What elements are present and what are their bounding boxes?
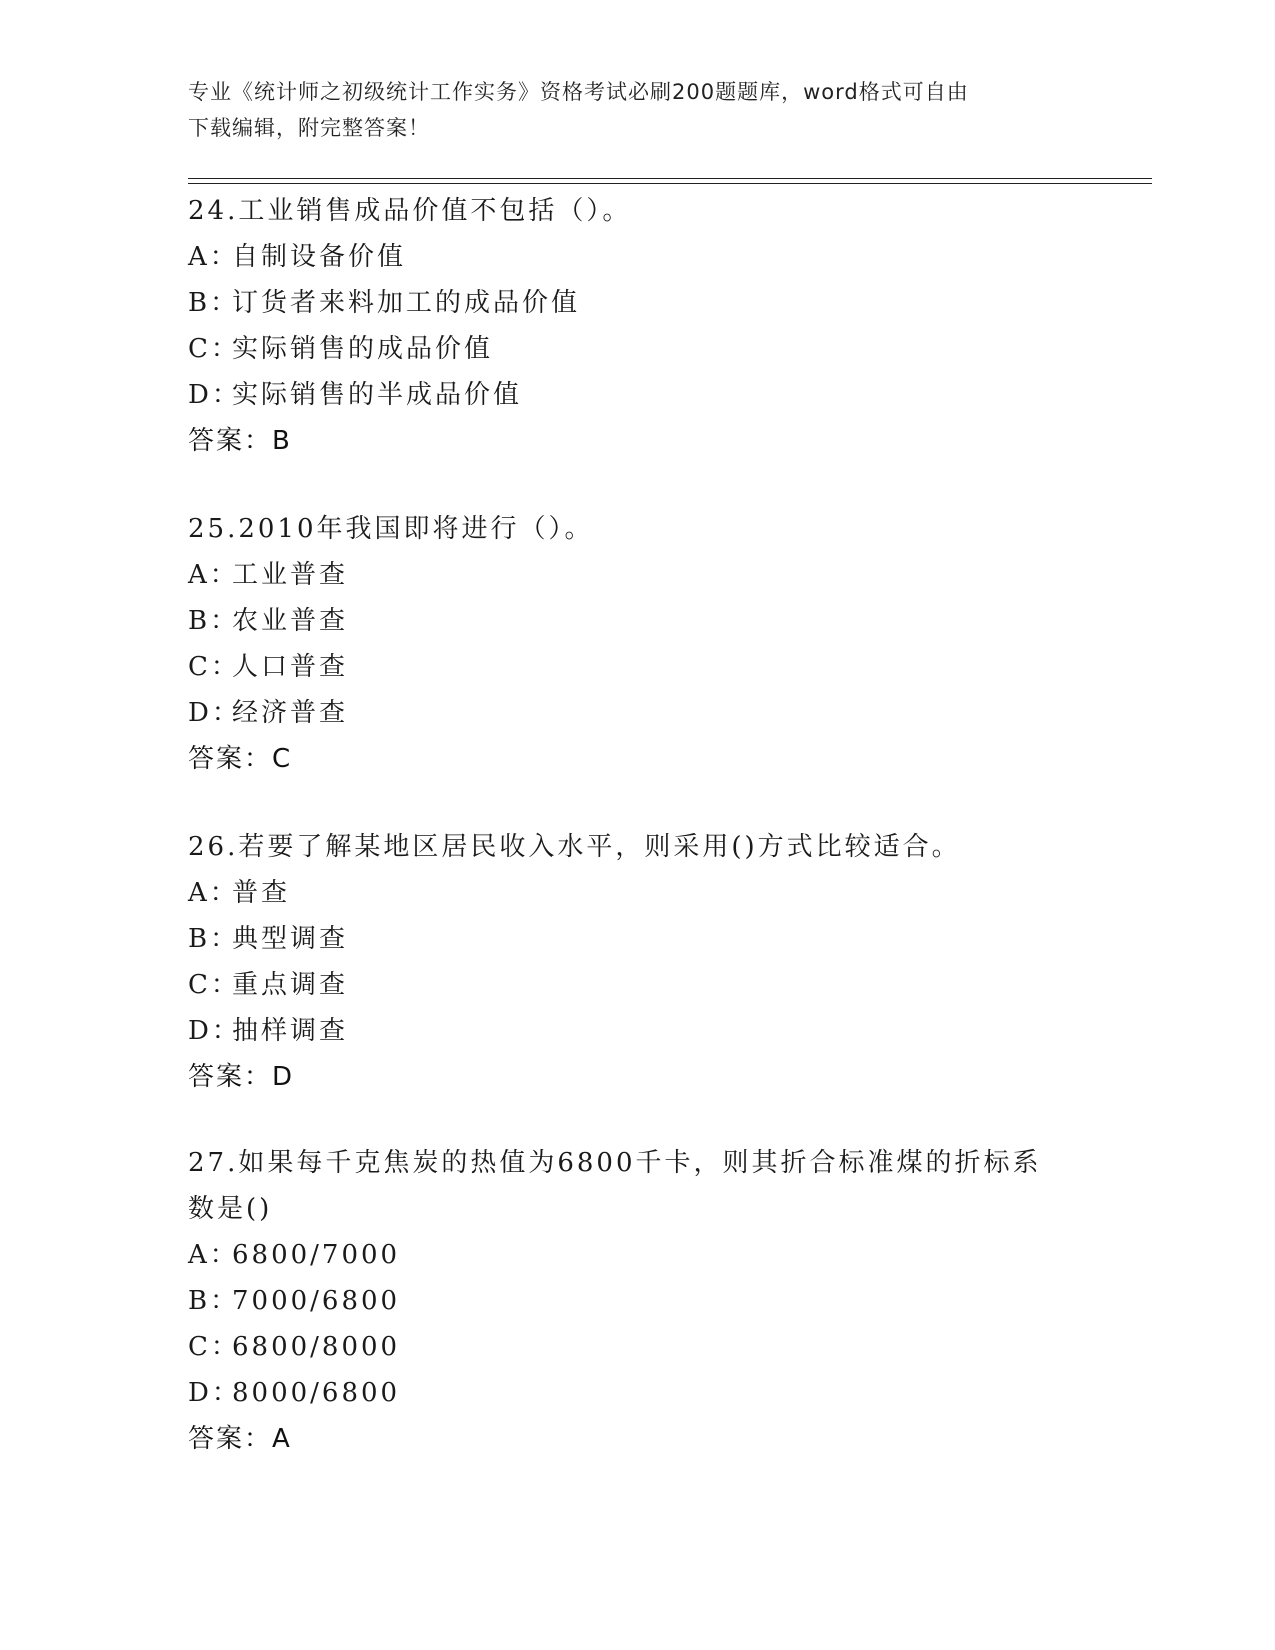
option-text: 实际销售的半成品价值 <box>232 380 523 410</box>
option-text: 经济普查 <box>232 698 349 728</box>
option-a <box>188 870 1088 916</box>
option-key: A： <box>188 878 239 908</box>
option-key: D： <box>188 1378 241 1408</box>
option-text: 普查 <box>232 878 291 908</box>
question-stem: 24.工业销售成品价值不包括（）。 <box>188 196 632 226</box>
option-text: 农业普查 <box>232 606 349 636</box>
option-d <box>188 1370 1068 1416</box>
header-divider-top <box>188 178 1152 179</box>
option-d <box>188 372 1088 418</box>
answer-line: 答案：D <box>188 1062 295 1092</box>
option-a <box>188 234 1088 280</box>
option-text: 8000/6800 <box>232 1378 401 1408</box>
header-line-1: 专业《统计师之初级统计工作实务》资格考试必刷200题题库，word格式可自由 <box>188 80 969 104</box>
option-text: 订货者来料加工的成品价值 <box>232 288 581 318</box>
option-key: D： <box>188 698 241 728</box>
option-b <box>188 916 1088 962</box>
option-key: C： <box>188 652 240 682</box>
header-line-2: 下载编辑，附完整答案！ <box>188 116 430 140</box>
option-key: B： <box>188 924 240 954</box>
option-text: 自制设备价值 <box>232 242 407 272</box>
option-c <box>188 644 1088 690</box>
answer-line: 答案：C <box>188 744 293 774</box>
option-key: B： <box>188 1286 240 1316</box>
option-b <box>188 1278 1068 1324</box>
option-text: 典型调查 <box>232 924 349 954</box>
question-27 <box>188 1140 1068 1462</box>
question-stem: 27.如果每千克焦炭的热值为6800千卡，则其折合标准煤的折标系数是() <box>188 1148 1042 1224</box>
option-text: 工业普查 <box>232 560 349 590</box>
option-text: 抽样调查 <box>232 1016 349 1046</box>
option-c <box>188 326 1088 372</box>
question-stem: 26.若要了解某地区居民收入水平，则采用()方式比较适合。 <box>188 832 961 862</box>
option-text: 6800/7000 <box>232 1240 401 1270</box>
question-24 <box>188 188 1088 464</box>
option-a <box>188 552 1088 598</box>
document-header <box>188 74 1078 146</box>
option-key: D： <box>188 380 241 410</box>
option-c <box>188 1324 1068 1370</box>
option-key: A： <box>188 1240 239 1270</box>
option-c <box>188 962 1088 1008</box>
option-d <box>188 690 1088 736</box>
option-b <box>188 280 1088 326</box>
option-key: C： <box>188 970 240 1000</box>
option-key: A： <box>188 560 239 590</box>
option-d <box>188 1008 1088 1054</box>
option-key: A： <box>188 242 239 272</box>
question-26 <box>188 824 1088 1100</box>
option-key: B： <box>188 606 240 636</box>
option-text: 人口普查 <box>232 652 349 682</box>
answer-line: 答案：B <box>188 426 292 456</box>
option-text: 实际销售的成品价值 <box>232 334 494 364</box>
option-key: C： <box>188 1332 240 1362</box>
answer-line: 答案：A <box>188 1424 292 1454</box>
header-divider-bottom <box>188 183 1152 184</box>
question-stem: 25.2010年我国即将进行（）。 <box>188 514 594 544</box>
option-text: 重点调查 <box>232 970 349 1000</box>
option-a <box>188 1232 1068 1278</box>
option-text: 6800/8000 <box>232 1332 401 1362</box>
option-key: C： <box>188 334 240 364</box>
option-key: B： <box>188 288 240 318</box>
option-text: 7000/6800 <box>232 1286 401 1316</box>
question-25 <box>188 506 1088 782</box>
option-b <box>188 598 1088 644</box>
option-key: D： <box>188 1016 241 1046</box>
